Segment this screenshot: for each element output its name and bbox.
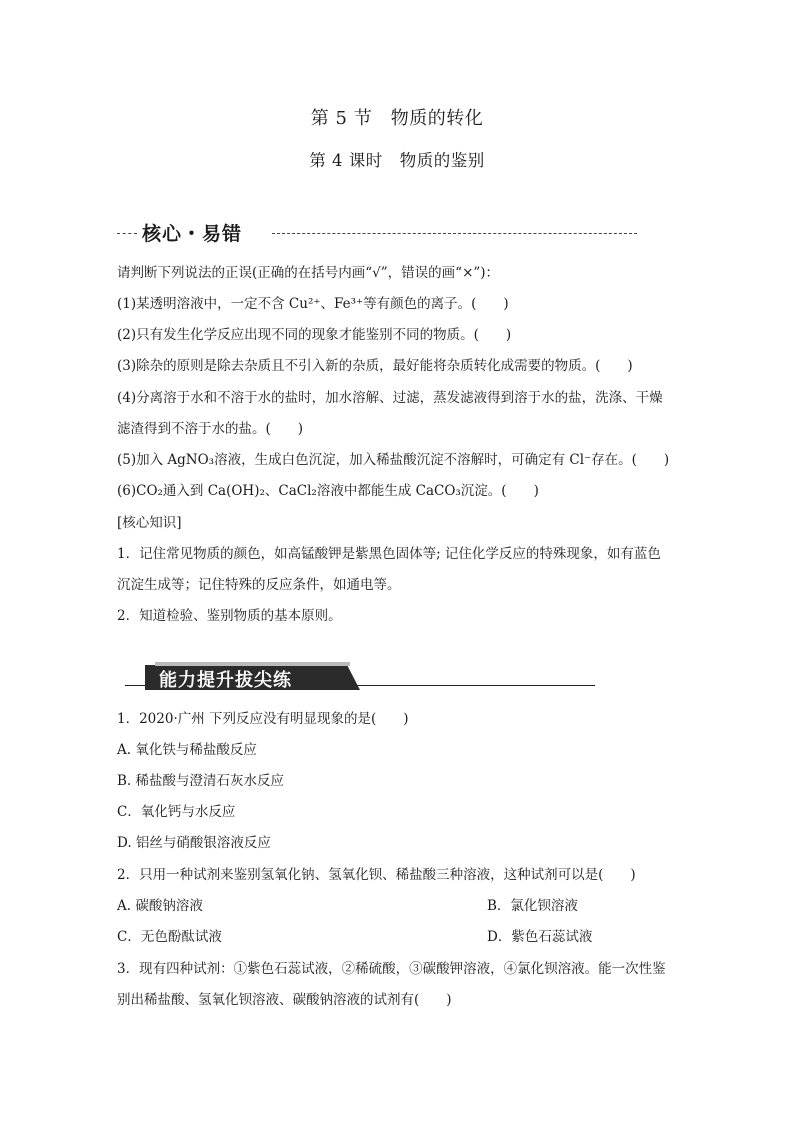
knowledge-line-1: 1．记住常见物质的颜色，如高锰酸钾是紫黑色固体等; 记住化学反应的特殊现象，如有蓝色 bbox=[117, 546, 661, 562]
question-1-option-a: A. 氧化铁与稀盐酸反应 bbox=[117, 742, 257, 758]
judgment-item-3: (3)除杂的原则是除去杂质且不引入新的杂质，最好能将杂质转化成需要的物质。( ) bbox=[117, 358, 633, 374]
section-header-core bbox=[117, 219, 637, 247]
page-subtitle: 第 4 课时 物质的鉴别 bbox=[309, 151, 485, 170]
knowledge-line-2: 沉淀生成等；记住特殊的反应条件，如通电等。 bbox=[117, 577, 401, 593]
question-2-option-c: C．无色酚酞试液 bbox=[117, 929, 222, 945]
question-1-option-b: B. 稀盐酸与澄清石灰水反应 bbox=[117, 773, 285, 789]
question-2-row-1 bbox=[117, 894, 682, 914]
question-1-stem: 1．2020·广州 下列反应没有明显现象的是( ) bbox=[117, 711, 409, 727]
section-title: 能力提升拔尖练 bbox=[159, 670, 292, 691]
judgment-item-5: (5)加入 AgNO₃溶液，生成白色沉淀，加入稀盐酸沉淀不溶解时，可确定有 Cl⁻存在。( ) bbox=[117, 452, 670, 468]
judgment-item-2: (2)只有发生化学反应出现不同的现象才能鉴别不同的物质。( ) bbox=[117, 327, 512, 343]
judgment-item-4: (4)分离溶于水和不溶于水的盐时，加水溶解、过滤，蒸发滤液得到溶于水的盐，洗涤、干燥 bbox=[117, 390, 663, 406]
page-title: 第 5 节 物质的转化 bbox=[310, 108, 484, 129]
question-3-stem-line-1: 3．现有四种试剂：①紫色石蕊试液，②稀硫酸，③碳酸钾溶液，④氯化钡溶液。能一次性鉴 bbox=[117, 961, 666, 977]
judgment-item-6: (6)CO₂通入到 Ca(OH)₂、CaCl₂溶液中都能生成 CaCO₃沉淀。( ) bbox=[117, 483, 539, 499]
question-1-option-d: D. 铝丝与硝酸银溶液反应 bbox=[117, 835, 271, 851]
knowledge-line-3: 2．知道检验、鉴别物质的基本原则。 bbox=[117, 608, 342, 624]
question-1-option-c: C．氧化钙与水反应 bbox=[117, 804, 236, 820]
question-2-stem: 2．只用一种试剂来鉴别氢氧化钠、氢氧化钡、稀盐酸三种溶液，这种试剂可以是( ) bbox=[117, 867, 636, 883]
instruction-text: 请判断下列说法的正误(正确的在括号内画“√”，错误的画“×”)： bbox=[117, 265, 500, 281]
question-2-option-d: D．紫色石蕊试液 bbox=[487, 929, 593, 945]
question-2-row-2 bbox=[117, 925, 682, 945]
judgment-item-4-cont: 滤渣得到不溶于水的盐。( ) bbox=[117, 421, 304, 437]
judgment-item-1: (1)某透明溶液中，一定不含 Cu²⁺、Fe³⁺等有颜色的离子。( ) bbox=[117, 296, 509, 312]
dashed-lead bbox=[117, 233, 137, 234]
question-3-stem-line-2: 别出稀盐酸、氢氧化钡溶液、碳酸钠溶液的试剂有( ) bbox=[117, 992, 452, 1008]
question-2-option-a: A. 碳酸钠溶液 bbox=[117, 898, 203, 914]
section-title: 核心・易错 bbox=[142, 223, 243, 245]
section-header-ability bbox=[125, 662, 595, 690]
question-2-option-b: B．氯化钡溶液 bbox=[487, 898, 578, 914]
dashed-divider bbox=[272, 233, 637, 234]
knowledge-heading: [核心知识] bbox=[117, 515, 182, 531]
